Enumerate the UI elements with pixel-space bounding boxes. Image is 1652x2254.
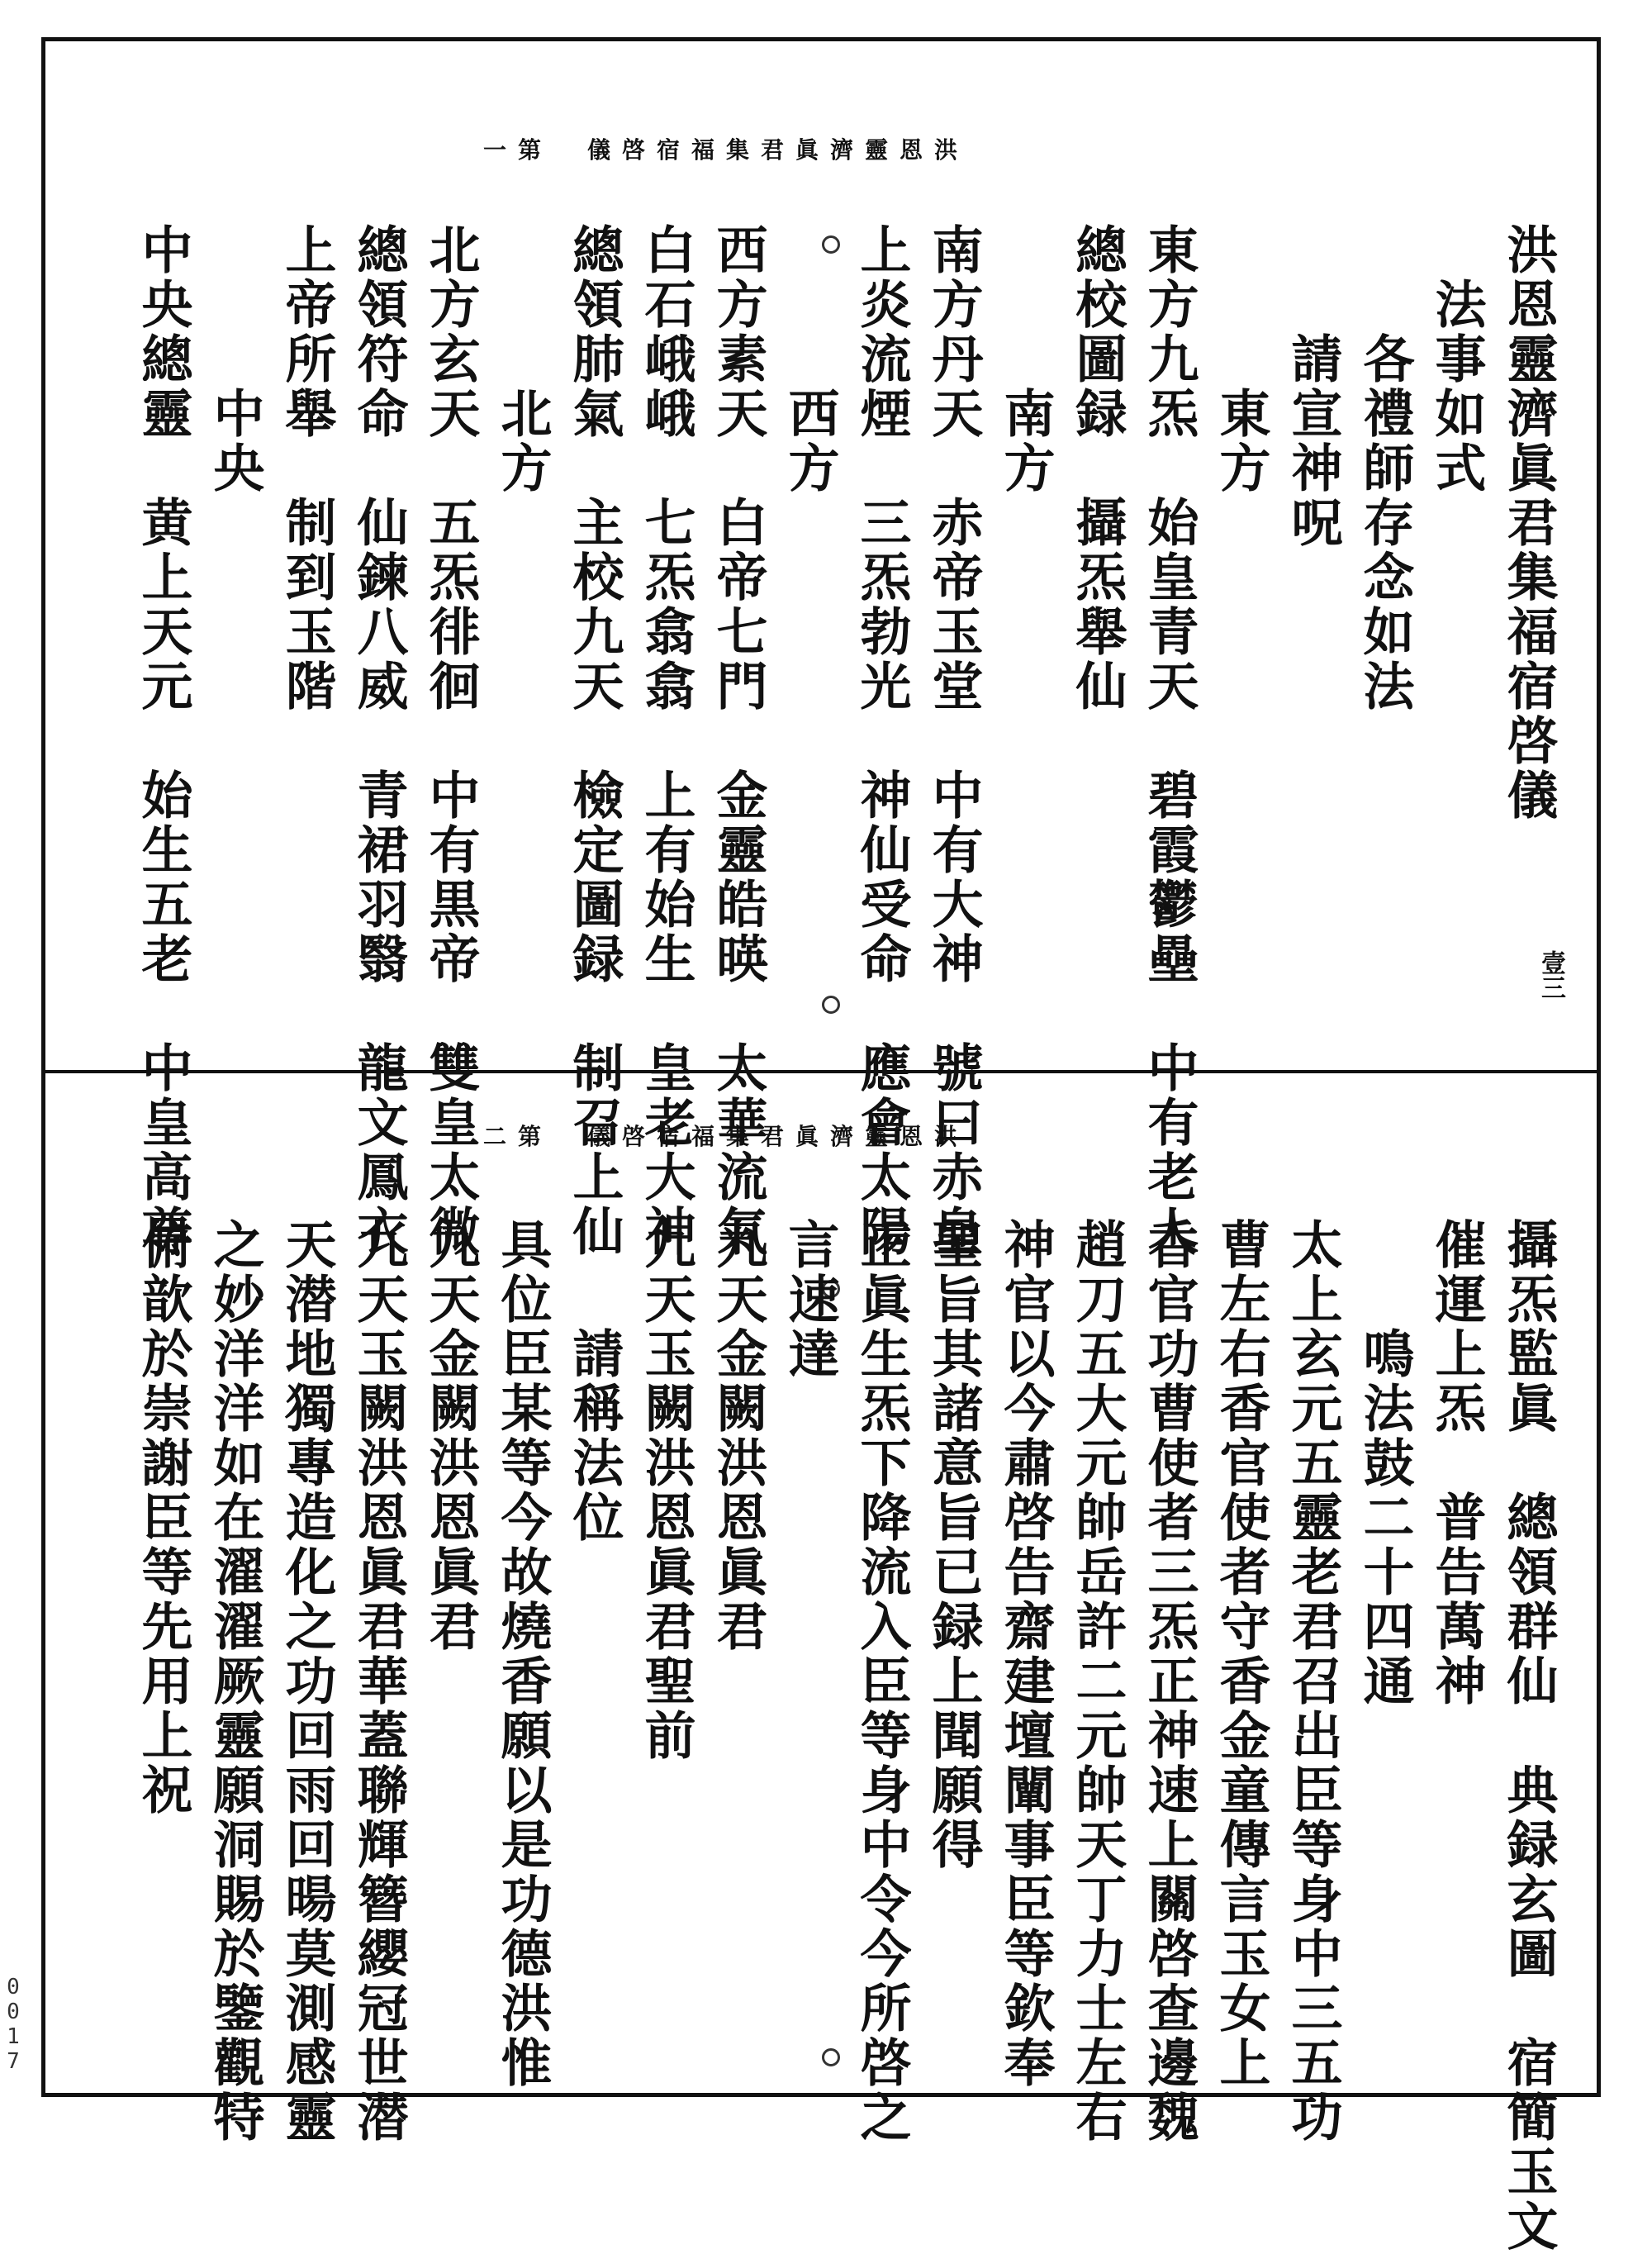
page-frame — [41, 37, 1601, 2254]
running-header-bottom: 洪恩靈濟眞君集福宿啓儀 第二 — [482, 1123, 969, 1150]
text-column: 九天金闕洪恩眞君 — [708, 1218, 768, 1654]
text-column: 南方 — [995, 223, 1056, 496]
text-column: 請稱法位 — [564, 1218, 624, 1545]
text-column: 鳴法鼓二十四通 — [1355, 1218, 1415, 1709]
text-column: 各禮師存念如法 — [1355, 223, 1415, 714]
text-column: 神官以今肅啓告齋建壇闡事臣等欽奉 — [995, 1218, 1056, 2090]
text-column: 請宣神呪 — [1283, 223, 1343, 550]
text-column: 曹左右香官使者守香金童傳言玉女上 — [1211, 1218, 1271, 2090]
text-column: 攝炁監眞 總領群仙 典録玄圖 宿簡玉文 — [1498, 1218, 1559, 2254]
text-column: 上帝所舉 制到玉階 — [277, 223, 337, 714]
text-column: 太上玄元五靈老君召出臣等身中三五功 — [1283, 1218, 1343, 2145]
text-column: 東方 — [1211, 223, 1271, 496]
text-column: 香官功曹使者三炁正神速上關啓查邊魏 — [1139, 1218, 1199, 2145]
text-column: 九天金闕洪恩眞君 — [420, 1218, 481, 1654]
text-column: 俯歆於崇謝臣等先用上祝 — [133, 1218, 193, 1818]
page-number: 壹三 — [1536, 950, 1565, 1000]
text-column: 東方九炁 始皇青天 碧霞鬱壘 中有老人 — [1139, 223, 1199, 1259]
text-column: 天潜地獨專造化之功回雨回暘莫測感靈 — [277, 1218, 337, 2145]
bottom-page — [45, 1073, 1597, 2254]
text-column: 西方素天 白帝七門 金靈皓暎 太華流氣 — [708, 223, 768, 1259]
text-column: 九天玉闕洪恩眞君華蓋聯輝簪纓冠世潜 — [349, 1218, 409, 2145]
text-column: 聖旨其諸意旨已録上聞願得 — [923, 1218, 984, 1872]
text-column: 總校圖録 攝炁舉仙 — [1067, 223, 1127, 714]
text-column: 北方 — [492, 223, 553, 496]
binding-hole — [822, 2048, 840, 2066]
text-column: 具位臣某等今故燒香願以是功德洪惟 — [492, 1218, 553, 2090]
text-column: 中央總靈 黄上天元 始生五老 中皇高尊 — [133, 223, 193, 1259]
text-column: 北方玄天 五炁徘徊 中有黒帝 雙皇太微 — [420, 223, 481, 1259]
text-column: 總領肺氣 主校九天 檢定圖録 制召上仙 — [564, 223, 624, 1259]
text-column: 九天玉闕洪恩眞君聖前 — [636, 1218, 696, 1763]
text-column: 言速達 — [780, 1218, 840, 1381]
text-column: 總領符命 仙鍊八威 青裙羽翳 龍文鳳衣 — [349, 223, 409, 1259]
text-column: 白石峨峨 七炁翕翕 上有始生 皇老大神 — [636, 223, 696, 1259]
text-column: 上炎流煙 三炁勃光 神仙受命 應會太陽 — [852, 223, 912, 1259]
text-column: 之妙洋洋如在濯濯厥靈願洞賜於鑒觀特 — [205, 1218, 265, 2145]
text-column: 洪恩靈濟眞君集福宿啓儀 — [1498, 223, 1559, 823]
text-column: 正眞生炁下降流入臣等身中令今所啓之 — [852, 1218, 912, 2145]
text-column: 中央 — [205, 223, 265, 496]
text-column: 西方 — [780, 223, 840, 496]
text-column: 趙刀五大元帥岳許二元帥天丁力士左右 — [1067, 1218, 1127, 2145]
running-header-top: 洪恩靈濟眞君集福宿啓儀 第一 — [482, 136, 969, 164]
binding-hole — [822, 996, 840, 1014]
side-serial-number: 0017 — [7, 1975, 20, 2074]
text-column: 南方丹天 赤帝玉堂 中有大神 號曰赤皇 — [923, 223, 984, 1259]
text-column: 催運上炁 普告萬神 — [1427, 1218, 1487, 1709]
text-column: 法事如式 — [1427, 223, 1487, 496]
